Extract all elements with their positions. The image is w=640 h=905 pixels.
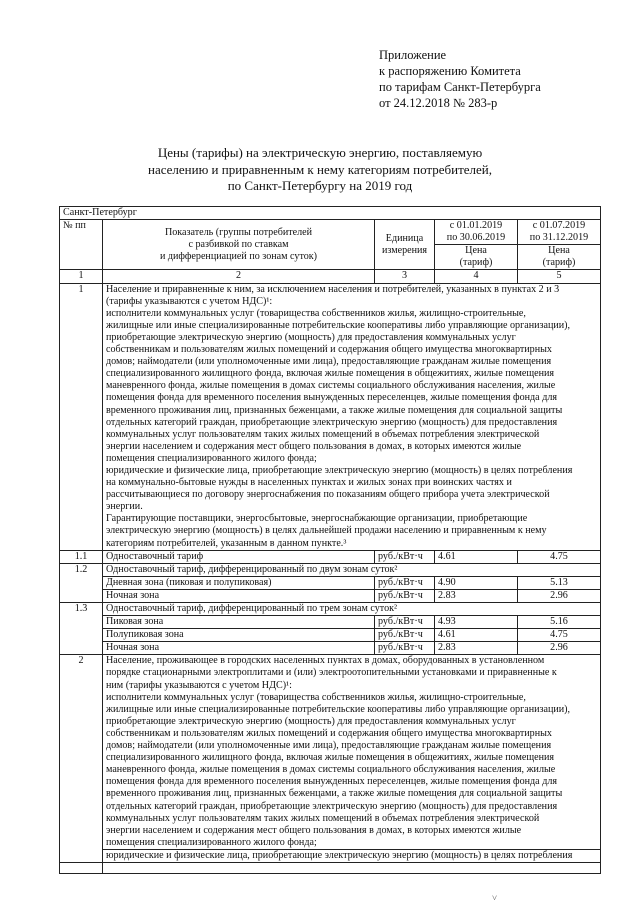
column-number-row	[60, 270, 601, 283]
section-2-text: Население, проживающее в городских населенных пунктах в домах, оборудованных в установленном порядке стационарными электроплитами и (или) электроотопительными установками и приравненные к ним (тарифы указываются с учетом НДС)¹: исполнители коммунальных услуг (товарищества собственников жилья, жилищно-строительные, жилищные или иные специализированные потребительские кооперативы либо управляющие организации), приобретающие электрическую энергию (мощность) для предоставления коммунальных услуг собственникам и пользователям жилых помещений и содержания общего имущества многоквартирных домов; наймодатели (или уполномоченные ими лица), предоставляющие гражданам жилые помещения специализированного жилищного фонда, включая жилые помещения в общежитиях, жилые помещения маневренного фонда, жилые помещения в домах системы социального обслуживания населения, жилые помещения фонда для временного поселения вынужденных переселенцев, жилые помещения фонда для временного проживания лиц, признанных беженцами, а также жилые помещения для социальной защиты отдельных категорий граждан, приобретающие электрическую энергию (мощность) для предоставления коммунальных услуг пользователям таких жилых помещений в объемах потребления электрической энергии населением и содержания мест общего пользования в домах, в которых имеются жилые помещения специализированного жилого фонда;	[103, 655, 601, 850]
col-number: 5	[518, 270, 601, 283]
cut-cell	[103, 862, 601, 873]
row-unit: руб./кВт·ч	[375, 576, 435, 589]
section-num: 2	[60, 655, 103, 863]
row-price-1: 4.61	[435, 629, 518, 642]
section-1-row	[60, 283, 601, 550]
row-price-1: 2.83	[435, 642, 518, 655]
row-num: 1.3	[60, 603, 103, 655]
row-price-1: 4.90	[435, 576, 518, 589]
header-price-1: Цена (тариф)	[435, 245, 518, 270]
row-heading: Одноставочный тариф, дифференцированный по двум зонам суток²	[103, 563, 601, 576]
row-price-1: 4.61	[435, 550, 518, 563]
page-mark: ˅	[492, 893, 498, 903]
col-number: 4	[435, 270, 518, 283]
row-label: Ночная зона	[103, 642, 375, 655]
tariff-table	[59, 206, 601, 874]
row-label: Пиковая зона	[103, 616, 375, 629]
header-period-2: с 01.07.2019 по 31.12.2019	[518, 220, 601, 245]
col-number: 2	[103, 270, 375, 283]
table-row	[60, 642, 601, 655]
row-label: Ночная зона	[103, 589, 375, 602]
row-label: Дневная зона (пиковая и полупиковая)	[103, 576, 375, 589]
row-label: Одноставочный тариф	[103, 550, 375, 563]
row-unit: руб./кВт·ч	[375, 589, 435, 602]
title-line: Цены (тарифы) на электрическую энергию, поставляемую	[157, 145, 483, 160]
row-unit: руб./кВт·ч	[375, 616, 435, 629]
row-price-2: 2.96	[518, 589, 601, 602]
row-label: Полупиковая зона	[103, 629, 375, 642]
col-number: 3	[375, 270, 435, 283]
row-heading: Одноставочный тариф, дифференцированный по трем зонам суток²	[103, 603, 601, 616]
section-2-last-line: юридические и физические лица, приобретающие электрическую энергию (мощность) в целях потребления	[103, 849, 601, 862]
appendix-line: по тарифам Санкт-Петербурга	[379, 80, 541, 94]
section-2-continuation-row	[60, 849, 601, 862]
section-1-text: Население и приравненные к ним, за исключением населения и потребителей, указанных в пунктах 2 и 3 (тарифы указываются с учетом НДС)¹: исполнители коммунальных услуг (товарищества собственников жилья, жилищно-строительные, жилищные или иные специализированные потребительские кооперативы либо управляющие организации), приобретающие электрическую энергию (мощность) для предоставления коммунальных услуг собственникам и пользователям жилых помещений и содержания общего имущества многоквартирных домов; наймодатели (или уполномоченные ими лица), предоставляющие гражданам жилые помещения специализированного жилищного фонда, включая жилые помещения в общежитиях, жилые помещения маневренного фонда, жилые помещения в домах системы социального обслуживания населения, жилые помещения фонда для временного поселения вынужденных переселенцев, жилые помещения фонда для временного проживания лиц, признанных беженцами, а также жилые помещения для социальной защиты отдельных категорий граждан, приобретающие электрическую энергию (мощность) для предоставления коммунальных услуг пользователям таких жилых помещений в объемах потребления электрической энергии населением и содержания мест общего пользования в домах, в которых имеются жилые помещения специализированного жилого фонда; юридические и физические лица, приобретающие электрическую энергию (мощность) в целях потребления на коммунально-бытовые нужды в населенных пунктах и жилых зонах при воинских частях и рассчитывающиеся по договору энергоснабжения по показаниям общего прибора учета электрической энергии. Гарантирующие поставщики, энергосбытовые, энергоснабжающие организации, приобретающие электрическую энергию (мощность) в целях дальнейшей продажи населению и приравненным к нему категориям потребителей, указанным в данном пункте.³	[103, 283, 601, 550]
section-2-row	[60, 655, 601, 850]
row-unit: руб./кВт·ч	[375, 642, 435, 655]
cut-cell	[60, 862, 103, 873]
table-row	[60, 629, 601, 642]
table-row	[60, 576, 601, 589]
row-price-1: 4.93	[435, 616, 518, 629]
row-num: 1.1	[60, 550, 103, 563]
row-price-2: 5.16	[518, 616, 601, 629]
row-price-2: 5.13	[518, 576, 601, 589]
row-unit: руб./кВт·ч	[375, 550, 435, 563]
col-number: 1	[60, 270, 103, 283]
appendix-block	[379, 47, 541, 111]
row-num: 1.2	[60, 563, 103, 602]
row-price-2: 4.75	[518, 629, 601, 642]
table-row	[60, 550, 601, 563]
header-period-1: с 01.01.2019 по 30.06.2019	[435, 220, 518, 245]
table-cut-row	[60, 862, 601, 873]
header-unit: Единица измерения	[375, 220, 435, 270]
header-price-2: Цена (тариф)	[518, 245, 601, 270]
title-line: по Санкт-Петербургу на 2019 год	[227, 178, 413, 193]
document-title	[60, 145, 580, 195]
title-line: населению и приравненным к нему категориям потребителей,	[147, 161, 493, 177]
appendix-line: к распоряжению Комитета	[379, 64, 521, 78]
table-row	[60, 589, 601, 602]
table-row	[60, 616, 601, 629]
row-price-2: 4.75	[518, 550, 601, 563]
row-unit: руб./кВт·ч	[375, 629, 435, 642]
section-num: 1	[60, 283, 103, 550]
region-row	[60, 207, 601, 220]
header-indicator: Показатель (группы потребителей с разбивкой по ставкам и дифференциацией по зонам суток)	[103, 220, 375, 270]
header-num: № пп	[60, 220, 103, 270]
row-price-1: 2.83	[435, 589, 518, 602]
table-row	[60, 563, 601, 576]
appendix-line: Приложение	[379, 48, 447, 62]
table-row	[60, 603, 601, 616]
header-row	[60, 220, 601, 245]
region-cell: Санкт-Петербург	[60, 207, 601, 220]
appendix-line: от 24.12.2018 № 283-р	[379, 96, 498, 110]
row-price-2: 2.96	[518, 642, 601, 655]
